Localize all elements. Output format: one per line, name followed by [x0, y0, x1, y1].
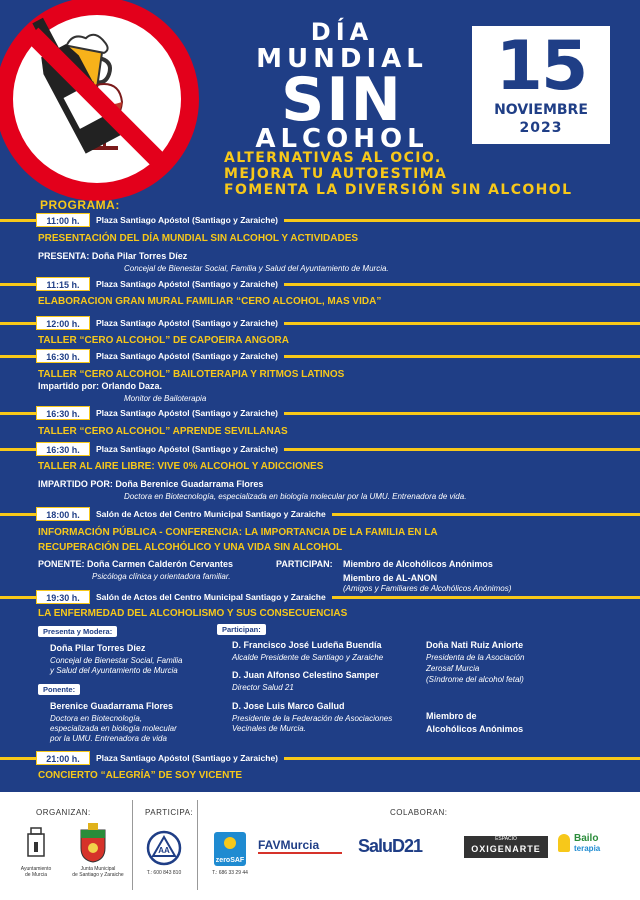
- main-title: [222, 20, 462, 152]
- participant-2-role: Director Salud 21: [232, 683, 294, 692]
- event-time: 21:00 h.: [36, 751, 90, 765]
- speaker-role-2: especializada en biología molecular: [50, 724, 177, 733]
- participant-5-name-2: Alcohólicos Anónimos: [426, 724, 524, 734]
- programa-label: PROGRAMA:: [40, 198, 120, 212]
- time-row: [0, 213, 640, 227]
- zerosaf-name: zeroSAF: [215, 857, 245, 864]
- svg-text:AA: AA: [158, 846, 170, 855]
- event-place: Plaza Santiago Apóstol (Santiago y Zaraiche): [90, 406, 284, 420]
- event-title: CONCIERTO “ALEGRÍA” DE SOY VICENTE: [38, 770, 243, 781]
- slogans: [224, 150, 572, 198]
- salud21-logo: SaluD21: [358, 836, 423, 856]
- moderator-tag: Presenta y Modera:: [38, 626, 117, 637]
- zerosaf-sun-icon: [224, 837, 236, 849]
- junta-crest-icon: [78, 822, 108, 864]
- bailoterapia-name-1: Bailo: [574, 833, 599, 844]
- slogan-2: MEJORA TU AUTOESTIMA: [224, 166, 448, 182]
- event-time: 16:30 h.: [36, 349, 90, 363]
- title-line-4: ALCOHOL: [255, 124, 429, 154]
- date-month: NOVIEMBRE: [494, 102, 588, 118]
- time-row: [0, 507, 640, 521]
- event-presenter-role: Doctora en Biotecnología, especializada en biología molecular por la UMU. Entrenadora de vida.: [124, 492, 467, 501]
- participant-4-role-1: Presidenta de la Asociación: [426, 653, 525, 662]
- ayuntamiento-crest-icon: [24, 824, 48, 864]
- event-time: 18:00 h.: [36, 507, 90, 521]
- divider: [197, 800, 198, 890]
- event-title: TALLER “CERO ALCOHOL” BAILOTERAPIA Y RITMOS LATINOS: [38, 369, 345, 380]
- slogan-1: ALTERNATIVAS AL OCIO.: [224, 150, 442, 166]
- event-time: 11:00 h.: [36, 213, 90, 227]
- favmurcia-underline: [258, 852, 342, 854]
- speaker-role-3: por la UMU. Entrenadora de vida: [50, 734, 167, 743]
- divider: [132, 800, 133, 890]
- event-title: TALLER “CERO ALCOHOL” DE CAPOEIRA ANGORA: [38, 335, 289, 346]
- org2-name: [72, 866, 124, 878]
- participants-label: PARTICIPAN:: [276, 559, 333, 569]
- participa-phone: T.: 600 843 810: [146, 870, 182, 876]
- bailoterapia-logo: [574, 834, 600, 854]
- slogan-3: FOMENTA LA DIVERSIÓN SIN ALCOHOL: [224, 182, 573, 198]
- time-row: [0, 406, 640, 420]
- bailoterapia-figure-icon: [558, 834, 570, 852]
- participant-3-role-1: Presidente de la Federación de Asociaciones: [232, 714, 393, 723]
- bailoterapia-name-2: terapia: [574, 844, 601, 853]
- event-presenter-role: Psicóloga clínica y orientadora familiar.: [92, 572, 231, 581]
- event-title: TALLER AL AIRE LIBRE: VIVE 0% ALCOHOL Y ADICCIONES: [38, 461, 324, 472]
- event-time: 16:30 h.: [36, 442, 90, 456]
- event-title-continued: RECUPERACIÓN DEL ALCOHÓLICO Y UNA VIDA SIN ALCOHOL: [38, 542, 343, 553]
- event-place: Plaza Santiago Apóstol (Santiago y Zaraiche): [90, 213, 284, 227]
- participant-alanon: Miembro de AL-ANON: [343, 573, 438, 583]
- organizan-label: ORGANIZAN:: [36, 808, 91, 817]
- event-title: INFORMACIÓN PÚBLICA - CONFERENCIA: LA IMPORTANCIA DE LA FAMILIA EN LA: [38, 527, 438, 538]
- event-presenter: PRESENTA: Doña Pilar Torres Díez: [38, 251, 188, 261]
- event-title: LA ENFERMEDAD DEL ALCOHOLISMO Y SUS CONSECUENCIAS: [38, 608, 348, 619]
- date-day: 15: [495, 27, 587, 106]
- event-place: Salón de Actos del Centro Municipal Santiago y Zaraiche: [90, 507, 332, 521]
- speaker-name: Berenice Guadarrama Flores: [50, 701, 174, 711]
- speaker-tag: Ponente:: [38, 684, 80, 695]
- participant-aa: Miembro de Alcohólicos Anónimos: [343, 559, 493, 569]
- time-row: [0, 277, 640, 291]
- title-line-2: MUNDIAL: [256, 44, 428, 74]
- event-place: Salón de Actos del Centro Municipal Santiago y Zaraiche: [90, 590, 332, 604]
- participant-4-name: Doña Nati Ruiz Aniorte: [426, 640, 524, 650]
- date-box: [472, 26, 610, 144]
- event-time: 11:15 h.: [36, 277, 90, 291]
- moderator-role-1: Concejal de Bienestar Social, Familia: [50, 656, 183, 665]
- favmurcia-logo: FAVMurcia: [258, 838, 320, 852]
- event-presenter: IMPARTIDO POR: Doña Berenice Guadarrama Flores: [38, 479, 264, 489]
- event-time: 16:30 h.: [36, 406, 90, 420]
- zerosaf-logo: [214, 832, 246, 866]
- time-row: [0, 349, 640, 363]
- event-presenter-role: Concejal de Bienestar Social, Familia y Salud del Ayuntamiento de Murcia.: [124, 264, 389, 273]
- moderator-role-2: y Salud del Ayuntamiento de Murcia: [50, 666, 178, 675]
- org1-line-2: de Murcia: [25, 872, 47, 878]
- participants-tag: Participan:: [217, 624, 266, 635]
- aa-logo-icon: [146, 830, 182, 866]
- event-place: Plaza Santiago Apóstol (Santiago y Zaraiche): [90, 349, 284, 363]
- participant-2-name: D. Juan Alfonso Celestino Samper: [232, 670, 379, 680]
- participa-label: PARTICIPA:: [145, 808, 194, 817]
- participant-5-name-1: Miembro de: [426, 711, 477, 721]
- event-title: PRESENTACIÓN DEL DÍA MUNDIAL SIN ALCOHOL Y ACTIVIDADES: [38, 233, 359, 244]
- participant-1-role: Alcalde Presidente de Santiago y Zaraiche: [232, 653, 384, 662]
- oxigenarte-top: ESPACIO: [495, 836, 517, 842]
- event-place: Plaza Santiago Apóstol (Santiago y Zaraiche): [90, 442, 284, 456]
- participant-1-name: D. Francisco José Ludeña Buendía: [232, 640, 382, 650]
- oxigenarte-name: OXIGENARTE: [471, 844, 541, 854]
- colaboran-label: COLABORAN:: [390, 808, 448, 817]
- date-year: 2023: [519, 120, 563, 136]
- event-place: Plaza Santiago Apóstol (Santiago y Zaraiche): [90, 751, 284, 765]
- time-row: [0, 751, 640, 765]
- participant-3-role-2: Vecinales de Murcia.: [232, 724, 306, 733]
- participant-3-name: D. Jose Luis Marco Gallud: [232, 701, 345, 711]
- event-title: TALLER “CERO ALCOHOL” APRENDE SEVILLANAS: [38, 426, 288, 437]
- zerosaf-phone: T.: 686 33 29 44: [212, 870, 248, 876]
- participant-alanon-note: (Amigos y Familiares de Alcohólicos Anónimos): [343, 584, 512, 593]
- org1-line-1: Ayuntamiento: [20, 866, 52, 872]
- participant-4-role-2: Zerosaf Murcia: [426, 664, 480, 673]
- no-alcohol-sign-icon: [0, 0, 202, 204]
- oxigenarte-logo: [464, 836, 548, 858]
- moderator-name: Doña Pilar Torres Díez: [50, 643, 146, 653]
- time-row: [0, 442, 640, 456]
- title-line-1: DÍA: [310, 18, 374, 46]
- event-place: Plaza Santiago Apóstol (Santiago y Zaraiche): [90, 277, 284, 291]
- event-time: 12:00 h.: [36, 316, 90, 330]
- speaker-role-1: Doctora en Biotecnología,: [50, 714, 143, 723]
- org1-name: [14, 866, 58, 878]
- event-place: Plaza Santiago Apóstol (Santiago y Zaraiche): [90, 316, 284, 330]
- org2-line-1: Junta Municipal: [80, 866, 116, 872]
- participant-4-role-3: (Síndrome del alcohol fetal): [426, 675, 524, 684]
- title-line-3: SIN: [281, 65, 403, 135]
- org2-line-2: de Santiago y Zaraiche: [72, 872, 124, 878]
- time-row: [0, 590, 640, 604]
- event-presenter: PONENTE: Doña Carmen Calderón Cervantes: [38, 559, 234, 569]
- event-title: ELABORACION GRAN MURAL FAMILIAR “CERO ALCOHOL, MAS VIDA”: [38, 296, 382, 307]
- time-row: [0, 316, 640, 330]
- event-presenter: Impartido por: Orlando Daza.: [38, 381, 163, 391]
- event-presenter-role: Monitor de Bailoterapia: [124, 394, 207, 403]
- event-time: 19:30 h.: [36, 590, 90, 604]
